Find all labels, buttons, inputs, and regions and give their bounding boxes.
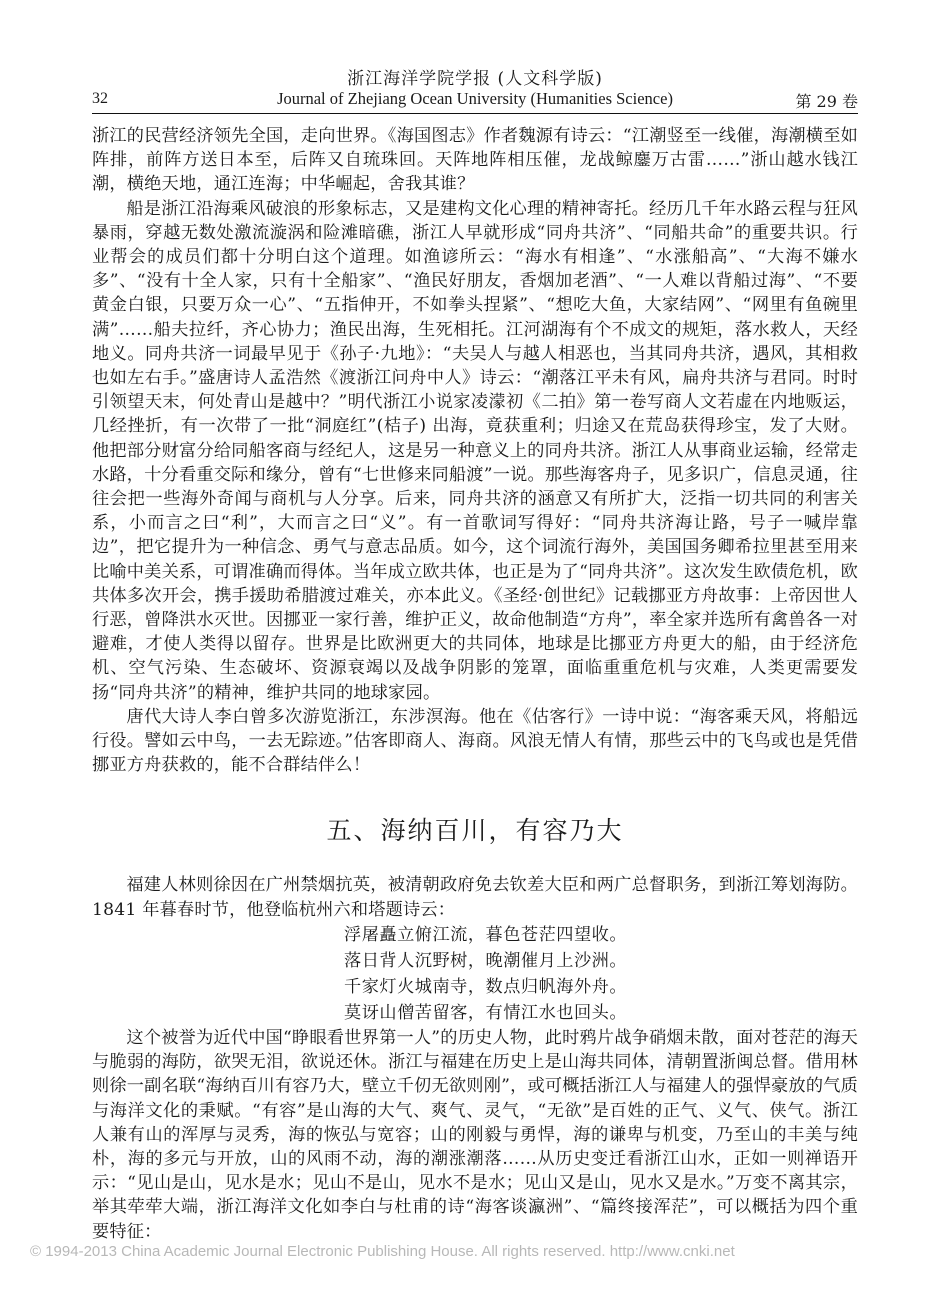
journal-title-en: Journal of Zhejiang Ocean University (Humanities Science) bbox=[277, 89, 673, 108]
header-rule bbox=[92, 113, 858, 114]
journal-title-cn: 浙江海洋学院学报 (人文科学版) bbox=[347, 69, 603, 89]
poem-line: 落日背人沉野树，晚潮催月上沙洲。 bbox=[344, 950, 628, 971]
poem-line: 千家灯火城南寺，数点归帆海外舟。 bbox=[344, 976, 628, 997]
poem-line: 莫讶山僧苦留客，有情江水也回头。 bbox=[344, 1002, 628, 1023]
copyright-footer: © 1994-2013 China Academic Journal Electronic Publishing House. All rights reserved. http://www.cnki.net bbox=[30, 1243, 735, 1260]
paragraph: 福建人林则徐因在广州禁烟抗英，被清朝政府免去钦差大臣和两广总督职务，到浙江筹划海防。1841 年暮春时节，他登临杭州六和塔题诗云： bbox=[92, 875, 858, 920]
page-number: 32 bbox=[92, 90, 108, 107]
article-body bbox=[92, 124, 858, 1244]
poem-line: 浮屠矗立俯江流，暮色苍茫四望收。 bbox=[344, 924, 628, 945]
volume-number: 第 29 卷 bbox=[795, 92, 858, 111]
paragraph: 船是浙江沿海乘风破浪的形象标志，又是建构文化心理的精神寄托。经历几千年水路云程与狂风暴雨，穿越无数处激流漩涡和险滩暗礁，浙江人早就形成“同舟共济”、“同船共命”的重要共识。行业帮会的成员们都十分明白这个道理。如渔谚所云：“海水有相逢”、“水涨船高”、“大海不嫌水多”、“没有十全人家，只有十全船家”、“渔民好朋友，香烟加老酒”、“一人难以背船过海”、“不要黄金白银，只要万众一心”、“五指伸开，不如拳头捏紧”、“想吃大鱼，大家结网”、“网里有鱼碗里满”……船夫拉纤，齐心协力；渔民出海，生死相托。江河湖海有个不成文的规矩，落水救人，天经地义。同舟共济一词最早见于《孙子·九地》：“夫吴人与越人相恶也，当其同舟共济，遇风，其相救也如左右手。”盛唐诗人孟浩然《渡浙江问舟中人》诗云：“潮落江平未有风，扁舟共济与君同。时时引领望天末，何处青山是越中？”明代浙江小说家凌濛初《二拍》第一卷写商人文若虚在内地贩运，几经挫折，有一次带了一批“洞庭红”(桔子) 出海，竟获重利；归途又在荒岛获得珍宝，发了大财。他把部分财富分给同船客商与经纪人，这是另一种意义上的同舟共济。浙江人从事商业运输，经常走水路，十分看重交际和缘分，曾有“七世修来同船渡”一说。那些海客舟子，见多识广，信息灵通，往往会把一些海外奇闻与商机与人分享。后来，同舟共济的涵意又有所扩大，泛指一切共同的利害关系，小而言之曰“利”，大而言之曰“义”。有一首歌词写得好：“同舟共济海让路，号子一喊岸靠边”，把它提升为一种信念、勇气与意志品质。如今，这个词流行海外，美国国务卿希拉里甚至用来比喻中美关系，可谓准确而得体。当年成立欧共体，也正是为了“同舟共济”。这次发生欧债危机，欧共体多次开会，携手援助希腊渡过难关，亦本此义。《圣经·创世纪》记载挪亚方舟故事：上帝因世人行恶，曾降洪水灭世。因挪亚一家行善，维护正义，故命他制造“方舟”，率全家并选所有禽兽各一对避难，才使人类得以留存。世界是比欧洲更大的共同体，地球是比挪亚方舟更大的船，由于经济危机、空气污染、生态破坏、资源衰竭以及战争阴影的笼罩，面临重重危机与灾难，人类更需要发扬“同舟共济”的精神，维护共同的地球家园。 bbox=[92, 198, 858, 703]
section-heading: 五、海纳百川，有容乃大 bbox=[326, 816, 624, 846]
paragraph: 唐代大诗人李白曾多次游览浙江，东涉溟海。他在《估客行》一诗中说：“海客乘天风，将船远行役。譬如云中鸟，一去无踪迹。”估客即商人、海商。风浪无情人有情，那些云中的飞鸟或也是凭借挪亚方舟获救的，能不合群结伴么！ bbox=[92, 706, 858, 776]
paragraph: 浙江的民营经济领先全国，走向世界。《海国图志》作者魏源有诗云：“江潮竖至一线催，海潮横至如阵排，前阵方送日本至，后阵又自琉珠回。天阵地阵相压催，龙战鲸鏖万古雷……”浙山越水钱江潮，横绝天地，通江连海；中华崛起，舍我其谁？ bbox=[92, 126, 858, 195]
page-header bbox=[92, 60, 858, 112]
paragraph: 这个被誉为近代中国“睁眼看世界第一人”的历史人物，此时鸦片战争硝烟未散，面对苍茫的海天与脆弱的海防，欲哭无泪，欲说还休。浙江与福建在历史上是山海共同体，清朝置浙闽总督。借用林则徐一副名联“海纳百川有容乃大，壁立千仞无欲则刚”，或可概括浙江人与福建人的强悍豪放的气质与海洋文化的秉赋。“有容”是山海的大气、爽气、灵气，“无欲”是百姓的正气、义气、侠气。浙江人兼有山的浑厚与灵秀，海的恢弘与宽容；山的刚毅与勇悍，海的谦卑与机变，乃至山的丰美与纯朴，海的多元与开放，山的风雨不动，海的潮涨潮落……从历史变迁看浙江山水，正如一则禅语开示：“见山是山，见水是水；见山不是山，见水不是水；见山又是山，见水又是水。”万变不离其宗，举其荦荦大端，浙江海洋文化如李白与杜甫的诗“海客谈瀛洲”、“篇终接浑茫”，可以概括为四个重要特征： bbox=[92, 1027, 858, 1242]
poem bbox=[344, 922, 858, 1026]
